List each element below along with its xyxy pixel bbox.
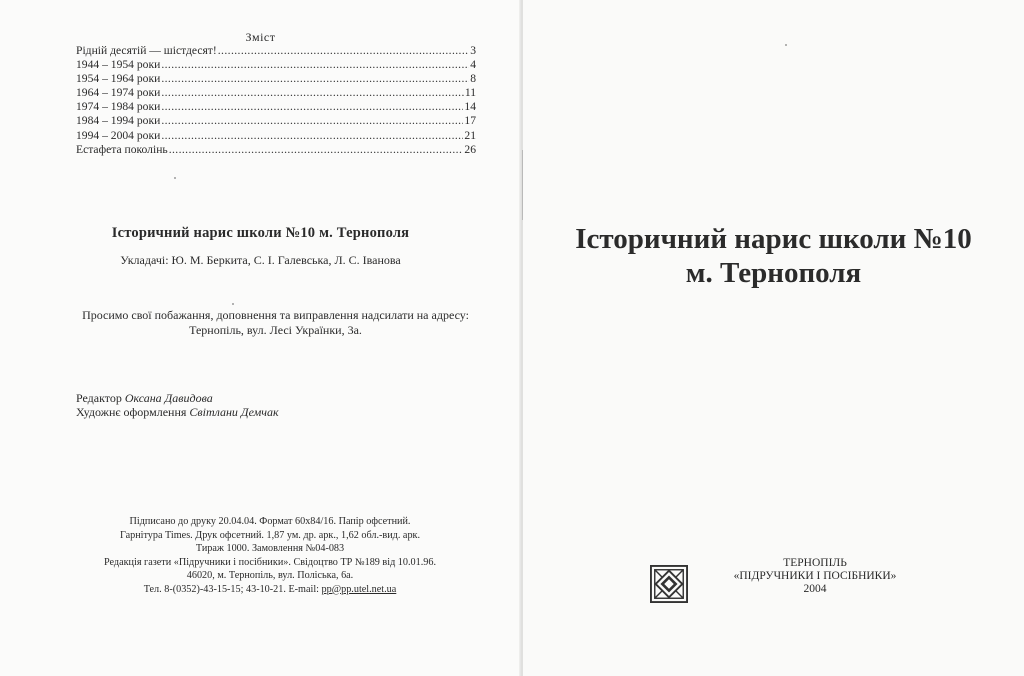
page-crease [522, 150, 523, 220]
toc-entry: 1944 – 1954 роки ..... 4 [76, 58, 476, 72]
toc-title: Зміст [245, 30, 276, 44]
feedback-request [0, 308, 551, 338]
publisher-block [720, 557, 910, 596]
designer-credit: Художнє оформлення Світлани Демчак [76, 405, 279, 419]
feedback-request-line: Просимо свої побажання, доповнення та виправлення надсилати на адресу: [82, 308, 469, 322]
imprint-line: Тираж 1000. Замовлення №04-083 [195, 543, 345, 554]
email-link[interactable]: pp@pp.utel.net.ua [321, 583, 397, 595]
imprint-line: Гарнітура Times. Друк офсетний. 1,87 ум. др. арк., 1,62 обл.-вид. арк. [119, 529, 421, 541]
main-title-line: Історичний нарис школи №10 [575, 223, 972, 255]
main-title [523, 222, 1024, 290]
city: ТЕРНОПІЛЬ [783, 557, 847, 569]
toc-entry: 1964 – 1974 роки ..... 11 [76, 86, 476, 100]
imprint-contact-line: Тел. 8-(0352)-43-15-15; 43-10-21. E-mail: pp@pp.utel.net.ua [143, 583, 397, 595]
feedback-address-line: Тернопіль, вул. Лесі Українки, 3а. [189, 323, 362, 337]
print-speck [232, 303, 234, 305]
year: 2004 [803, 583, 827, 595]
print-speck [785, 44, 787, 46]
credits [76, 391, 279, 419]
toc-entry: Рідній десятій — шістдесят! ..... 3 [76, 44, 476, 58]
designer-name: Світлани Демчак [189, 405, 279, 419]
publisher-name: «ПІДРУЧНИКИ І ПОСІБНИКИ» [733, 570, 897, 582]
compilers-line: Укладачі: Ю. М. Беркита, С. І. Галевська, Л. С. Іванова [120, 253, 401, 267]
editor-credit: Редактор Оксана Давидова [76, 391, 213, 405]
imprint-line: 46020, м. Тернопіль, вул. Поліська, 6а. [186, 570, 354, 581]
imprint-block [0, 515, 540, 596]
editor-name: Оксана Давидова [124, 391, 213, 405]
toc-entry: Естафета поколінь ..... 26 [76, 143, 476, 157]
main-title-line: м. Тернополя [685, 257, 862, 289]
print-speck [174, 177, 176, 179]
imprint-line: Підписано до друку 20.04.04. Формат 60х84/16. Папір офсетний. [129, 516, 411, 527]
imprint-line: Редакція газети «Підручники і посібники». Свідоцтво ТР №189 від 10.01.96. [103, 556, 437, 568]
book-title-small: Історичний нарис школи №10 м. Тернополя [111, 225, 410, 241]
toc-entry: 1994 – 2004 роки ..... 21 [76, 129, 476, 143]
toc-entry: 1984 – 1994 роки ..... 17 [76, 114, 476, 128]
table-of-contents [76, 44, 476, 157]
toc-entry: 1974 – 1984 роки ..... 14 [76, 100, 476, 114]
publisher-logo-icon [650, 565, 688, 603]
toc-entry: 1954 – 1964 роки ..... 8 [76, 72, 476, 86]
